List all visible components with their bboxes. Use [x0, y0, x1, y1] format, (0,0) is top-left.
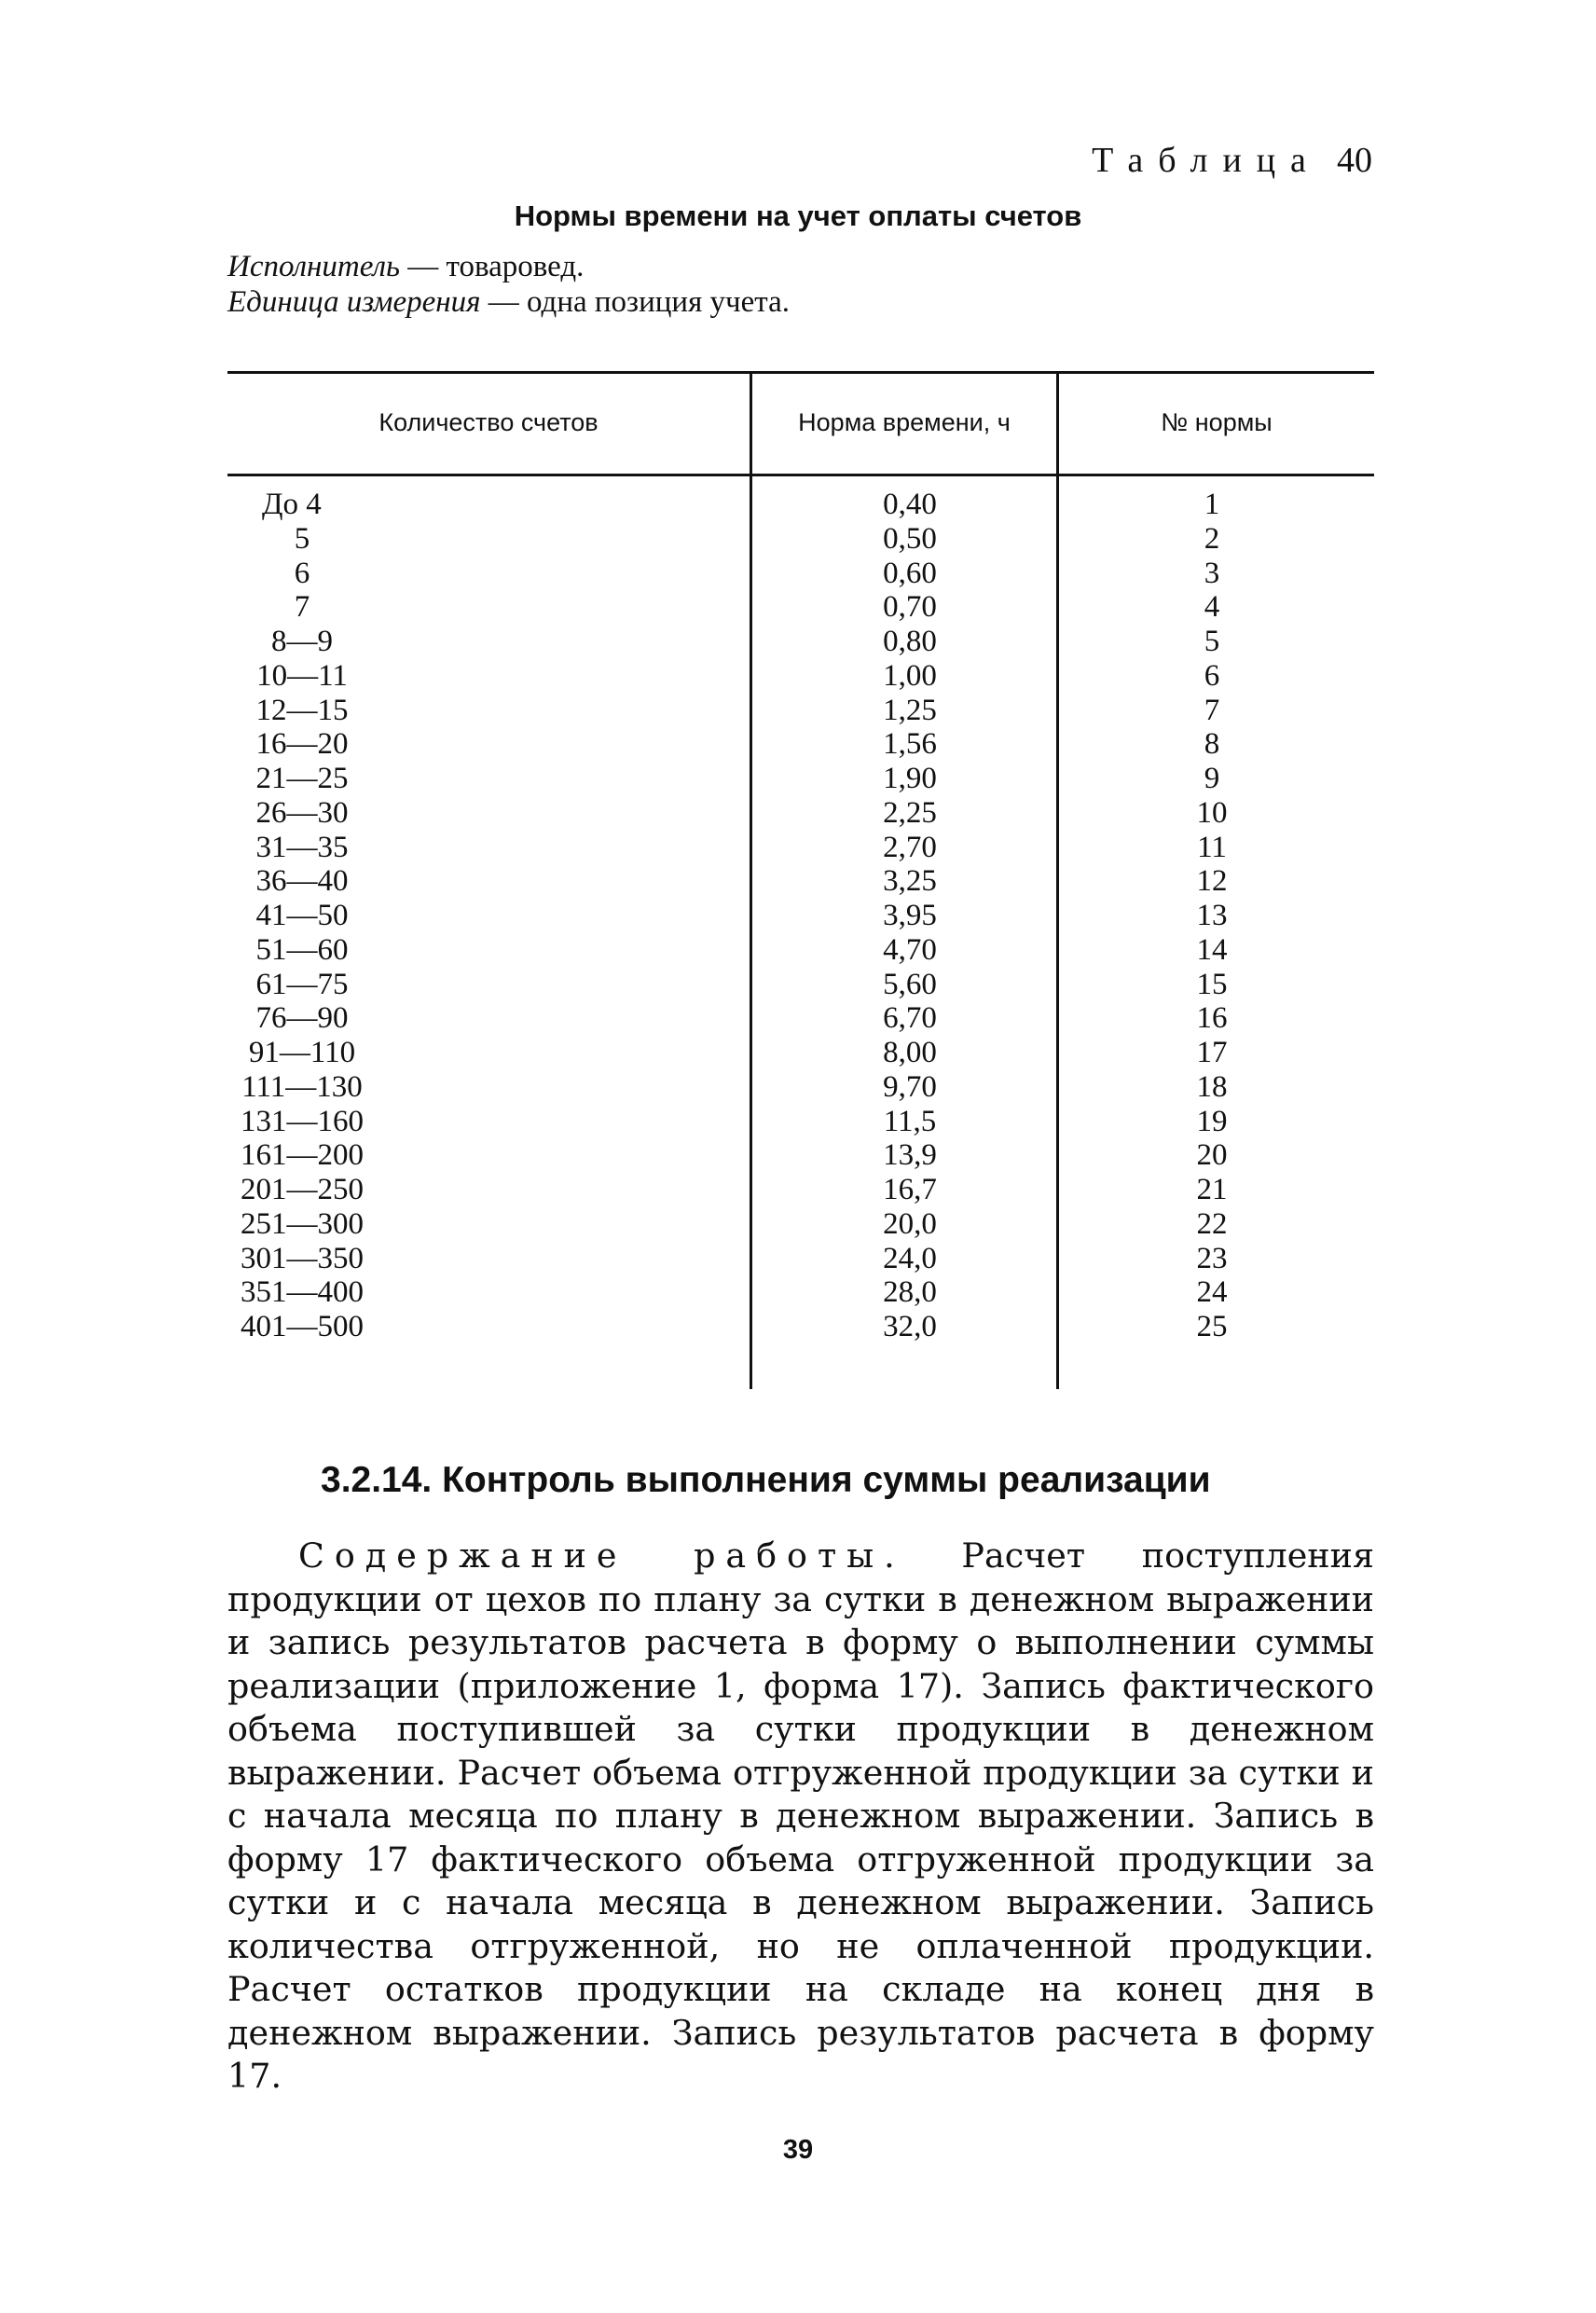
table-row — [0, 762, 1596, 796]
cell-norm-number: 10 — [1196, 795, 1228, 830]
table-row — [0, 831, 1596, 865]
section-heading: 3.2.14. Контроль выполнения суммы реализации — [321, 1460, 1211, 1500]
cell-norm-number: 6 — [1204, 658, 1220, 693]
cell-norm-number: 12 — [1196, 864, 1228, 899]
executor-line — [227, 250, 584, 284]
cell-count: 251—300 — [241, 1206, 364, 1241]
cell-norm-number: 22 — [1196, 1206, 1228, 1241]
cell-norm-number: 2 — [1204, 521, 1220, 556]
table-row — [0, 1138, 1596, 1173]
cell-norm: 1,90 — [883, 762, 937, 795]
cell-count: 36—40 — [255, 864, 349, 899]
table-row — [0, 1036, 1596, 1070]
column-header-number: № нормы — [1161, 408, 1273, 436]
cell-norm-number: 3 — [1204, 556, 1220, 590]
work-content-paragraph — [227, 1535, 1374, 2099]
unit-value: — одна позиция учета. — [480, 285, 790, 319]
cell-norm: 0,40 — [883, 488, 937, 521]
cell-norm-number: 1 — [1204, 488, 1220, 521]
table-row — [0, 1001, 1596, 1036]
cell-norm: 32,0 — [883, 1310, 937, 1343]
cell-norm-number: 4 — [1204, 590, 1220, 625]
table-row — [0, 864, 1596, 899]
cell-count: 51—60 — [255, 932, 349, 967]
cell-norm-number: 13 — [1196, 899, 1228, 932]
table-row — [0, 1310, 1596, 1344]
table-row — [0, 727, 1596, 762]
table-row — [0, 1070, 1596, 1105]
cell-norm: 11,5 — [883, 1104, 937, 1138]
cell-norm-number: 7 — [1204, 693, 1220, 727]
cell-count: 401—500 — [241, 1310, 364, 1343]
table-row — [0, 1105, 1596, 1139]
cell-norm-number: 20 — [1196, 1138, 1228, 1173]
cell-norm: 1,56 — [883, 727, 937, 762]
table-top-rule — [227, 371, 1374, 374]
cell-count: 6 — [294, 556, 310, 590]
cell-count: 10—11 — [256, 658, 348, 693]
paragraph-lead: Содержание работы. — [298, 1535, 905, 1576]
table-row — [0, 694, 1596, 728]
cell-count: 351—400 — [241, 1275, 364, 1310]
cell-count: 201—250 — [241, 1173, 364, 1206]
table-row — [0, 557, 1596, 591]
cell-norm-number: 5 — [1204, 625, 1220, 658]
cell-norm-number: 9 — [1204, 762, 1220, 795]
cell-norm: 1,25 — [883, 693, 937, 727]
paragraph-text: Расчет поступления продукции от цехов по плану за сутки в денежном выражении и запись результатов расчета в форму о выполнении суммы реализации (приложение 1, форма 17). Запись фактического объема поступившей за сутки продукции в денежном выражении. Расчет объема отгруженной продукции за сутки и с начала месяца по плану в денежном выражении. Запись в форму 17 фактического объема отгруженной продукции за сутки и с начала месяца в денежном выражении. Запись количества отгруженной, но не оплаченной продукции. Расчет остатков продукции на складе на конец дня в денежном выражении. Запись результатов расчета в форму 17. — [227, 1535, 1374, 2096]
table-word: Таблица — [1092, 141, 1321, 180]
cell-count: 16—20 — [255, 727, 349, 762]
cell-norm-number: 25 — [1196, 1310, 1228, 1343]
unit-label: Единица измерения — [227, 285, 481, 319]
cell-norm-number: 11 — [1197, 830, 1227, 864]
cell-count: 61—75 — [255, 967, 349, 1001]
cell-count: 5 — [294, 521, 310, 556]
cell-norm-number: 18 — [1196, 1069, 1228, 1104]
cell-norm-number: 15 — [1196, 967, 1228, 1001]
table-row — [0, 933, 1596, 968]
cell-count: 131—160 — [241, 1104, 364, 1138]
cell-count: 301—350 — [241, 1241, 364, 1275]
cell-norm: 8,00 — [883, 1036, 937, 1069]
column-header-norm: Норма времени, ч — [798, 408, 1011, 436]
cell-count: 21—25 — [255, 762, 349, 795]
table-row — [0, 968, 1596, 1002]
executor-value: — товаровед. — [399, 250, 585, 283]
table-number-value: 40 — [1337, 141, 1372, 180]
table-row — [0, 522, 1596, 557]
cell-norm-number: 19 — [1196, 1104, 1228, 1138]
cell-norm-number: 21 — [1196, 1173, 1228, 1206]
table-row — [0, 899, 1596, 933]
cell-norm: 16,7 — [883, 1173, 937, 1206]
cell-count: 41—50 — [255, 899, 349, 932]
table-title: Нормы времени на учет оплаты счетов — [514, 200, 1082, 232]
table-row — [0, 625, 1596, 659]
cell-count: До 4 — [262, 488, 322, 521]
cell-count: 7 — [294, 590, 310, 625]
cell-norm: 5,60 — [883, 967, 937, 1001]
cell-norm: 24,0 — [883, 1241, 937, 1275]
cell-norm: 0,50 — [883, 521, 937, 556]
page-number: 39 — [782, 2135, 814, 2165]
cell-norm: 20,0 — [883, 1206, 937, 1241]
table-header-rule — [227, 474, 1374, 476]
cell-norm-number: 17 — [1196, 1036, 1228, 1069]
table-row — [0, 1207, 1596, 1242]
executor-label: Исполнитель — [227, 250, 400, 283]
cell-count: 31—35 — [255, 830, 349, 864]
table-row — [0, 1275, 1596, 1310]
cell-count: 76—90 — [255, 1001, 349, 1036]
cell-norm: 28,0 — [883, 1275, 937, 1310]
cell-norm: 2,25 — [883, 795, 937, 830]
cell-norm: 3,95 — [883, 899, 937, 932]
cell-norm: 1,00 — [883, 658, 937, 693]
cell-norm: 3,25 — [883, 864, 937, 899]
cell-norm: 0,80 — [883, 625, 937, 658]
cell-count: 161—200 — [241, 1138, 364, 1173]
column-header-count: Количество счетов — [378, 408, 598, 436]
table-row — [0, 590, 1596, 625]
table-row — [0, 659, 1596, 694]
cell-norm: 9,70 — [883, 1069, 937, 1104]
cell-norm: 0,70 — [883, 590, 937, 625]
table-row — [0, 1242, 1596, 1276]
cell-norm-number: 8 — [1204, 727, 1220, 762]
cell-norm: 0,60 — [883, 556, 937, 590]
cell-norm-number: 23 — [1196, 1241, 1228, 1275]
cell-norm-number: 24 — [1196, 1275, 1228, 1310]
cell-norm-number: 16 — [1196, 1001, 1228, 1036]
cell-count: 8—9 — [271, 625, 333, 658]
cell-norm: 2,70 — [883, 830, 937, 864]
table-body — [0, 488, 1596, 1344]
cell-count: 12—15 — [255, 693, 349, 727]
table-row — [0, 488, 1596, 522]
cell-norm-number: 14 — [1196, 932, 1228, 967]
cell-norm: 13,9 — [883, 1138, 937, 1173]
cell-norm: 4,70 — [883, 932, 937, 967]
cell-count: 91—110 — [248, 1036, 356, 1069]
unit-line — [227, 285, 790, 320]
table-row — [0, 1173, 1596, 1207]
cell-count: 26—30 — [255, 795, 349, 830]
cell-count: 111—130 — [241, 1069, 363, 1104]
cell-norm: 6,70 — [883, 1001, 937, 1036]
table-row — [0, 796, 1596, 831]
table-number — [1092, 140, 1372, 181]
